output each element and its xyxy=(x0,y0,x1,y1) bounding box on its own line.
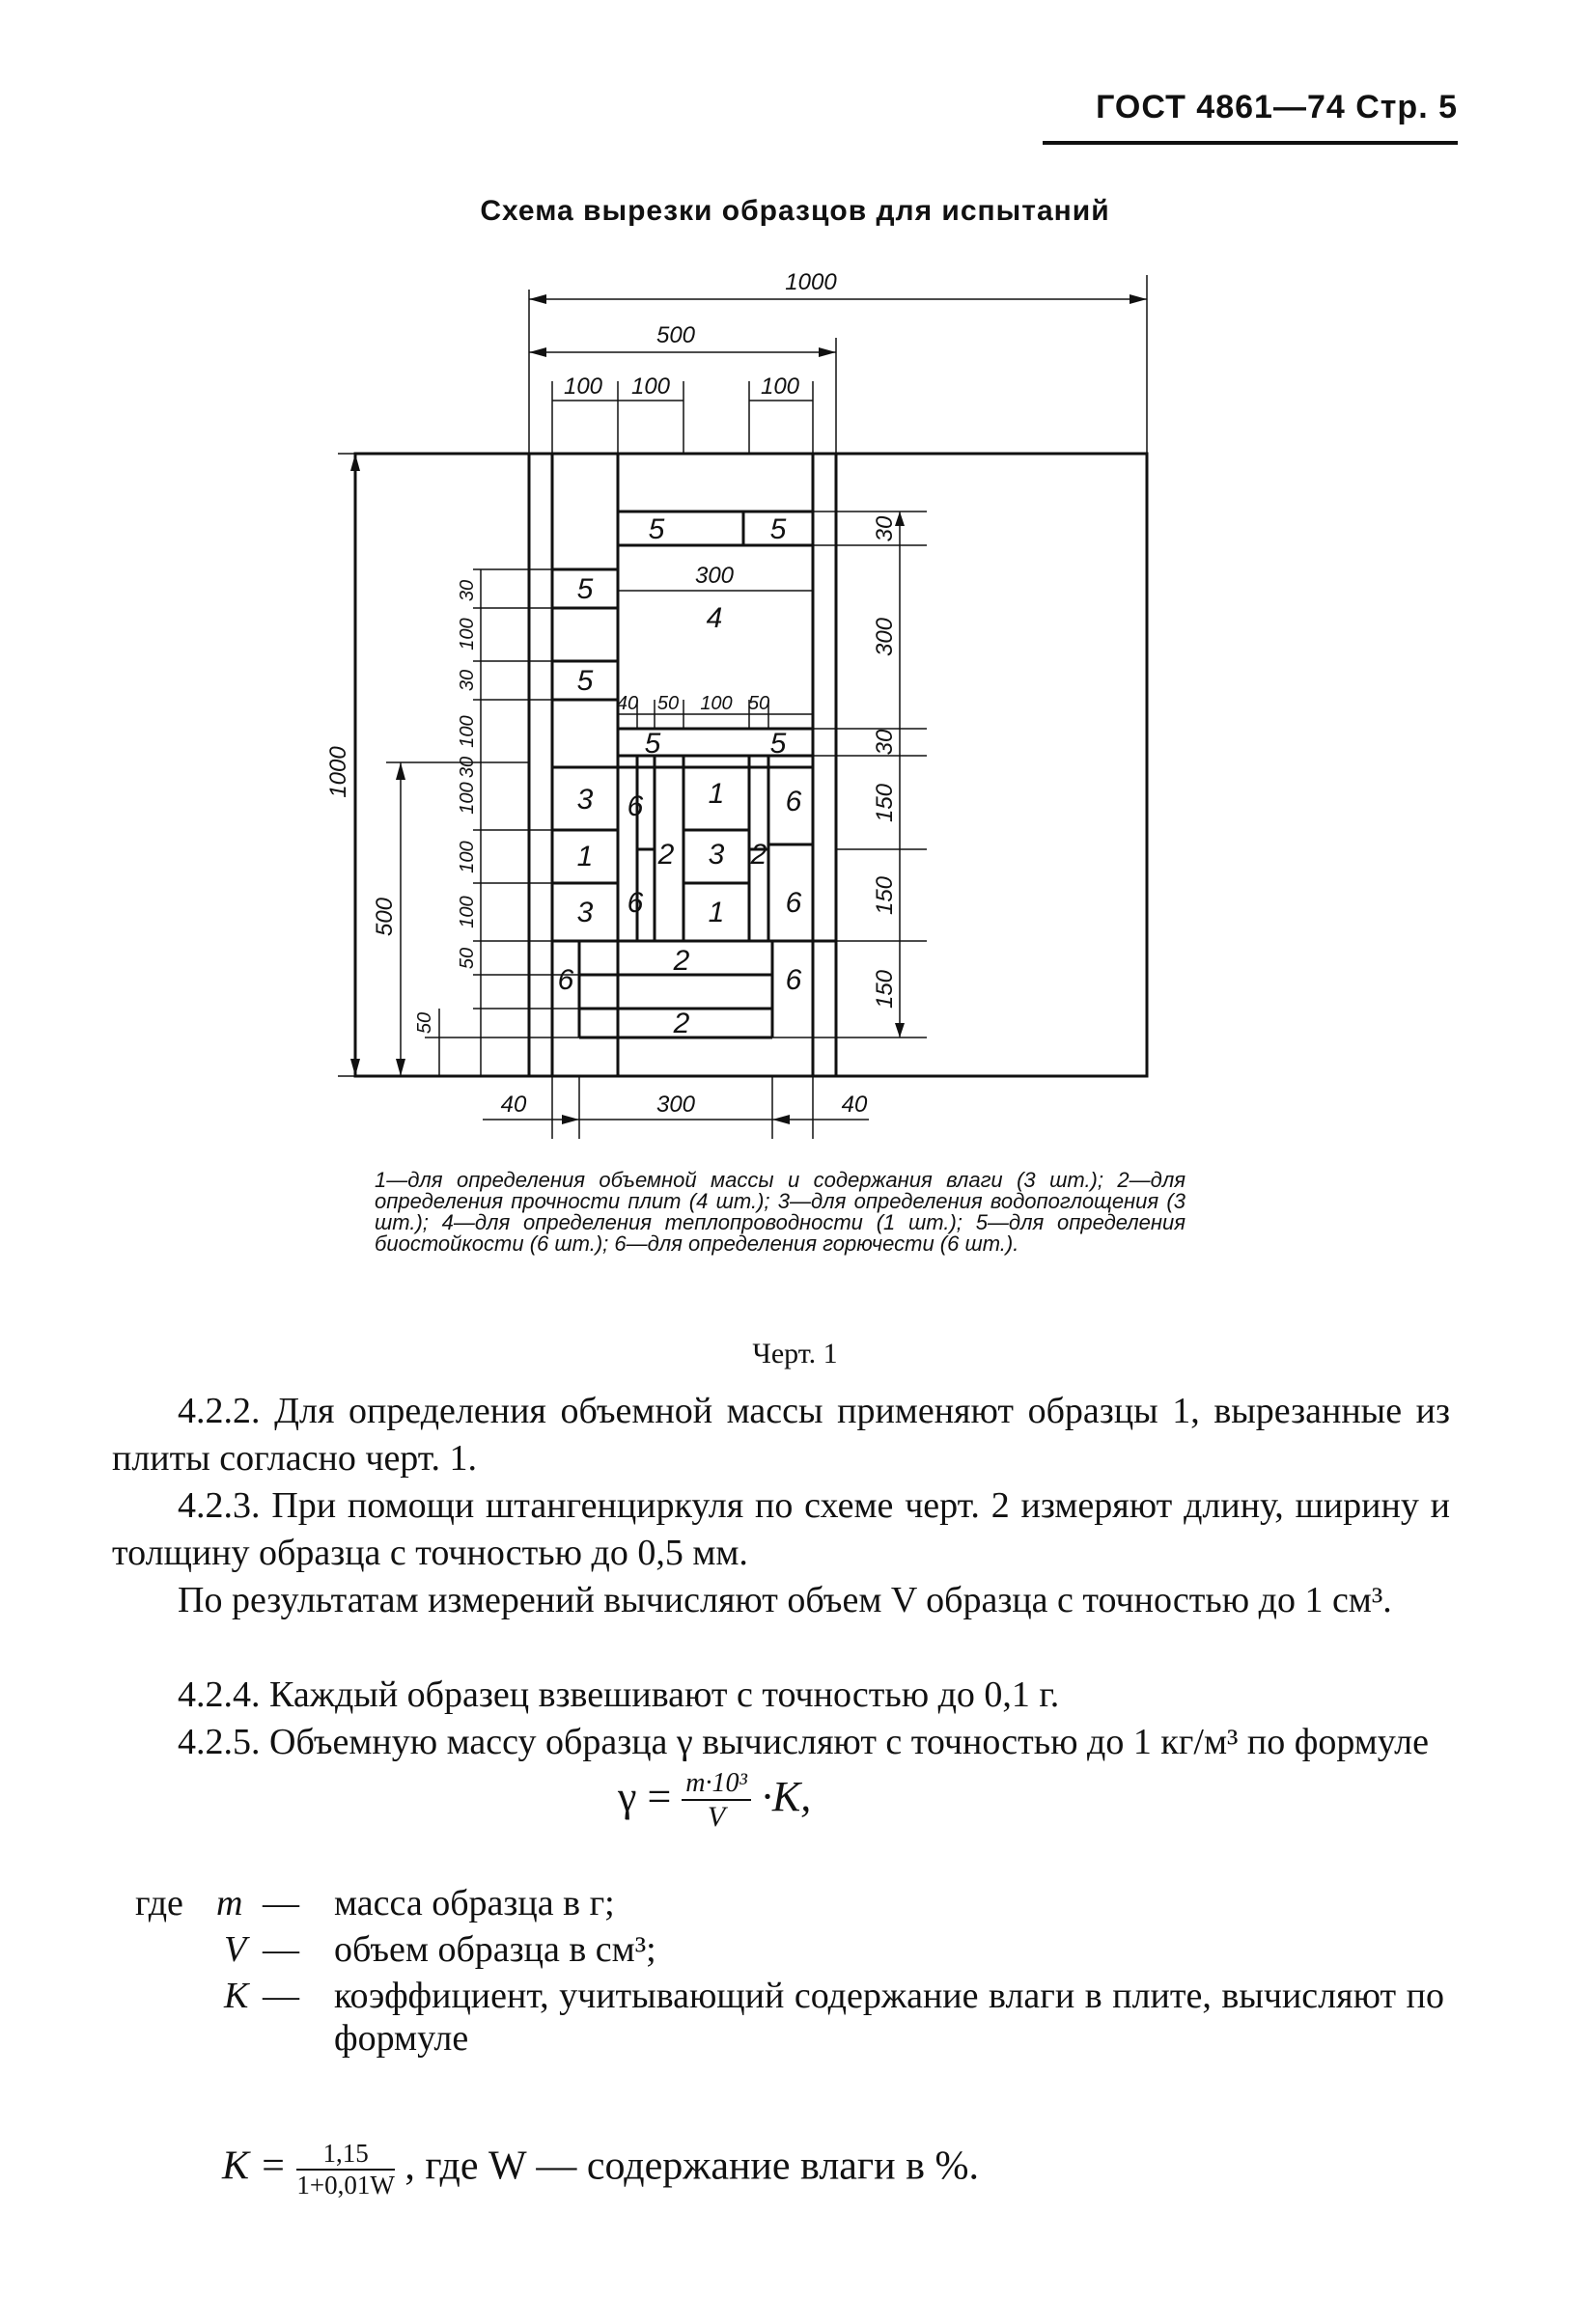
formula2-fraction xyxy=(296,2139,394,2200)
dim-top-100b: 100 xyxy=(630,374,671,400)
dim-inner-left-7: 100 xyxy=(457,896,478,928)
dim-inner-row-3: 50 xyxy=(747,693,770,714)
paragraph-4-2-4: 4.2.4. Каждый образец взвешивают с точностью до 0,1 г. xyxy=(178,1674,1060,1715)
formula-lhs: γ = xyxy=(618,1773,672,1821)
specimen-label-6: 6 xyxy=(785,964,802,996)
legend-intro: где xyxy=(135,1883,183,1923)
figure-caption: 1—для определения объемной массы и содержания влаги (3 шт.); 2—для определения прочности плит (4 шт.); 3—для определения водопоглощения (3 шт.); 4—для определения теплопроводности (1 шт.); 5—для определения биостойкости (6 шт.); 6—для определения горючести (6 шт.). xyxy=(375,1168,1186,1256)
legend-item xyxy=(0,1928,1590,1971)
dim-top-100c: 100 xyxy=(760,374,800,400)
dim-right-300: 300 xyxy=(872,617,898,657)
legend-dash: — xyxy=(263,1976,299,2016)
specimen-label-5: 5 xyxy=(769,513,787,545)
paragraph-4-2-3: 4.2.3. При помощи штангенциркуля по схеме черт. 2 измеряют длину, ширину и толщину образца с точностью до 0,5 мм. xyxy=(112,1485,1450,1573)
running-header xyxy=(1043,89,1458,126)
specimen-label-2: 2 xyxy=(657,839,675,871)
formula-numerator: m·10³ xyxy=(682,1768,751,1801)
legend-dash: — xyxy=(263,1929,299,1970)
legend-item xyxy=(0,1975,1590,2071)
legend-description: коэффициент, учитывающий содержание влаги в плите, вычисляют по формуле xyxy=(334,1976,1444,2059)
specimen-label-4: 4 xyxy=(706,602,723,634)
dim-right-150c: 150 xyxy=(872,969,898,1010)
formula2-tail: , где W — содержание влаги в %. xyxy=(404,2144,979,2189)
specimen-label-6: 6 xyxy=(557,964,574,996)
dim-inner-row-1: 50 xyxy=(656,693,680,714)
dim-inner-left-1: 100 xyxy=(457,618,478,650)
dim-top-500: 500 xyxy=(656,322,696,348)
dim-inner-left-5: 100 xyxy=(457,782,478,815)
paragraph-4-2-2: 4.2.2. Для определения объемной массы применяют образцы 1, вырезанные из плиты согласно черт. 1. xyxy=(112,1391,1450,1479)
dim-right-150a: 150 xyxy=(872,783,898,823)
specimen-label-1: 1 xyxy=(576,841,594,872)
legend-description: объем образца в см³; xyxy=(334,1929,656,1970)
paragraph-volume: По результатам измерений вычисляют объем V образца с точностью до 1 см³. xyxy=(178,1580,1392,1620)
moisture-coefficient-formula xyxy=(222,2139,979,2200)
specimen-label-6: 6 xyxy=(785,786,802,817)
dim-left-500: 500 xyxy=(372,897,398,937)
specimen-label-3: 3 xyxy=(708,839,725,871)
specimen-label-2: 2 xyxy=(750,839,767,871)
legend-dash: — xyxy=(263,1883,299,1923)
dim-inner-row-2: 100 xyxy=(700,693,733,714)
specimen-label-5: 5 xyxy=(769,728,787,760)
dim-bottom-40b: 40 xyxy=(841,1092,868,1118)
dim-inner-left-9: 50 xyxy=(414,1011,435,1035)
legend-description: масса образца в г; xyxy=(334,1883,615,1923)
dim-right-150b: 150 xyxy=(872,875,898,916)
specimen-label-5: 5 xyxy=(576,665,594,697)
legend-symbol: V xyxy=(224,1929,247,1970)
dim-inner-row-0: 40 xyxy=(616,693,639,714)
dim-top-1000: 1000 xyxy=(785,269,837,295)
specimen-label-6: 6 xyxy=(627,790,644,822)
cutting-scheme-drawing xyxy=(299,261,1168,1139)
header-rule xyxy=(1043,141,1458,145)
dim-inner-left-4: 30 xyxy=(457,756,478,779)
specimen-label-2: 2 xyxy=(673,945,690,977)
formula-denominator: V xyxy=(707,1801,726,1833)
specimen-label-5: 5 xyxy=(644,728,661,760)
specimen-label-6: 6 xyxy=(627,887,644,919)
dim-inner-300: 300 xyxy=(694,563,735,589)
figure-title: Схема вырезки образцов для испытаний xyxy=(480,195,1110,227)
specimen-label-1: 1 xyxy=(708,778,725,810)
formula-rhs: ·K, xyxy=(761,1773,812,1821)
dim-inner-left-0: 30 xyxy=(457,579,478,602)
dim-left-1000: 1000 xyxy=(325,746,351,798)
specimen-label-5: 5 xyxy=(576,573,594,605)
standard-number: ГОСТ 4861—74 xyxy=(1096,89,1346,125)
dim-inner-left-8: 50 xyxy=(457,947,478,970)
specimen-label-5: 5 xyxy=(648,513,665,545)
paragraph-4-2-5: 4.2.5. Объемную массу образца γ вычисляют с точностью до 1 кг/м³ по формуле xyxy=(178,1722,1429,1762)
dim-bottom-300: 300 xyxy=(656,1092,696,1118)
specimen-label-1: 1 xyxy=(708,897,725,928)
figure-label: Черт. 1 xyxy=(752,1338,838,1370)
density-formula xyxy=(618,1768,811,1834)
formula2-numerator: 1,15 xyxy=(296,2139,394,2171)
dim-right-30a: 30 xyxy=(872,515,898,542)
dim-inner-left-6: 100 xyxy=(457,841,478,873)
dim-inner-left-2: 30 xyxy=(457,669,478,692)
specimen-label-2: 2 xyxy=(673,1008,690,1039)
specimen-label-6: 6 xyxy=(785,887,802,919)
specimen-label-3: 3 xyxy=(576,784,594,816)
formula-fraction xyxy=(682,1768,751,1834)
legend-symbol: K xyxy=(224,1976,249,2016)
legend-item xyxy=(0,1882,1590,1924)
formula2-lhs: K = xyxy=(222,2144,287,2189)
formula2-denominator: 1+0,01W xyxy=(296,2171,395,2200)
dim-right-30b: 30 xyxy=(872,729,898,756)
dim-inner-left-3: 100 xyxy=(457,715,478,748)
specimen-label-3: 3 xyxy=(576,897,594,928)
dim-bottom-40a: 40 xyxy=(500,1092,527,1118)
legend-symbol: m xyxy=(216,1883,243,1923)
dim-top-100a: 100 xyxy=(563,374,603,400)
page-number: Стр. 5 xyxy=(1355,89,1458,125)
